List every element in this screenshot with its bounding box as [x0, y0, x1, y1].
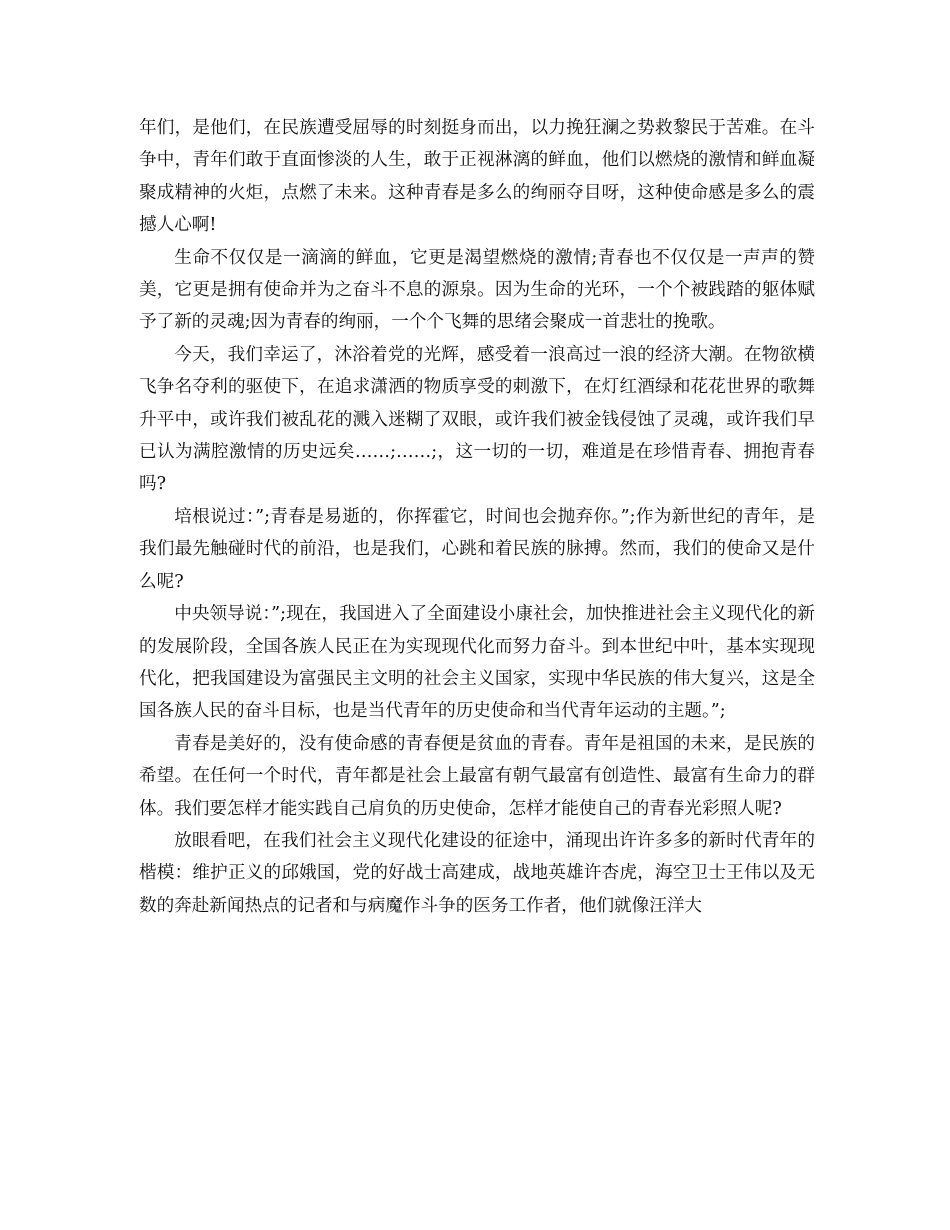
paragraph-5: 中央领导说：”;现在，我国进入了全面建设小康社会，加快推进社会主义现代化的新的发展阶段，全国各族人民正在为实现现代化而努力奋斗。到本世纪中叶，基本实现现代化，把我国建设为富强民主文明的社会主义国家，实现中华民族的伟大复兴，这是全国各族人民的奋斗目标，也是当代青年的历史使命和当代青年运动的主题。”;	[139, 604, 815, 722]
paragraph-1: 年们，是他们，在民族遭受屈辱的时刻挺身而出，以力挽狂澜之势救黎民于苦难。在斗争中，青年们敢于直面惨淡的人生，敢于正视淋漓的鲜血，他们以燃烧的激情和鲜血凝聚成精神的火炬，点燃了未来。这种青春是多么的绚丽夺目呀，这种使命感是多么的震撼人心啊!	[139, 118, 815, 236]
document-body	[139, 112, 815, 922]
paragraph-2: 生命不仅仅是一滴滴的鲜血，它更是渴望燃烧的激情;青春也不仅仅是一声声的赞美，它更是拥有使命并为之奋斗不息的源泉。因为生命的光环，一个个被践踏的躯体赋予了新的灵魂;因为青春的绚丽，一个个飞舞的思绪会聚成一首悲壮的挽歌。	[139, 247, 815, 333]
paragraph-3: 今天，我们幸运了，沐浴着党的光辉，感受着一浪高过一浪的经济大潮。在物欲横飞争名夺利的驱使下，在追求潇洒的物质享受的刺激下，在灯红酒绿和花花世界的歌舞升平中，或许我们被乱花的溅入迷糊了双眼，或许我们被金钱侵蚀了灵魂，或许我们早已认为满腔激情的历史远矣……;……;，这一切的一切，难道是在珍惜青春、拥抱青春吗?	[139, 344, 815, 495]
paragraph-6: 青春是美好的，没有使命感的青春便是贫血的青春。青年是祖国的未来，是民族的希望。在任何一个时代，青年都是社会上最富有朝气最富有创造性、最富有生命力的群体。我们要怎样才能实践自己肩负的历史使命，怎样才能使自己的青春光彩照人呢?	[139, 733, 815, 819]
paragraph-7: 放眼看吧，在我们社会主义现代化建设的征途中，涌现出许许多多的新时代青年的楷模：维护正义的邱娥国，党的好战士高建成，战地英雄许杏虎，海空卫士王伟以及无数的奔赴新闻热点的记者和与病魔作斗争的医务工作者，他们就像汪洋大	[139, 830, 815, 916]
paragraph-4: 培根说过：”;青春是易逝的，你挥霍它，时间也会抛弃你。”;作为新世纪的青年，是我们最先触碰时代的前沿，也是我们，心跳和着民族的脉搏。然而，我们的使命又是什么呢?	[139, 506, 815, 592]
